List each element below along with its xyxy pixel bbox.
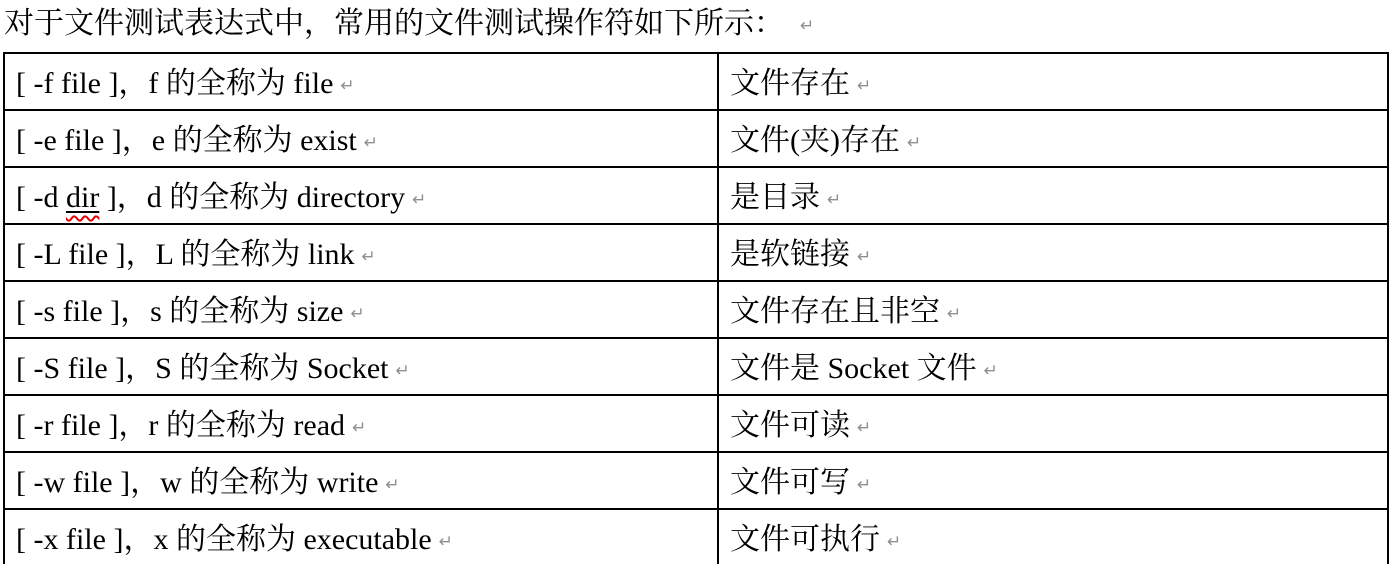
table-row bbox=[4, 167, 1388, 224]
table-row bbox=[4, 224, 1388, 281]
paragraph-mark-icon: ↵ bbox=[340, 76, 355, 96]
paragraph-mark-icon: ↵ bbox=[395, 361, 410, 381]
paragraph-mark-icon: ↵ bbox=[857, 247, 872, 267]
operator-text: [ -r file ]，r 的全称为 read bbox=[16, 409, 346, 442]
operator-cell bbox=[4, 53, 718, 110]
operator-text: [ -L file ]，L 的全称为 link bbox=[16, 238, 355, 271]
operator-text: [ -e file ]，e 的全称为 exist bbox=[16, 124, 357, 157]
operator-text: ]，d 的全称为 directory bbox=[99, 181, 406, 214]
operator-text: [ -w file ]，w 的全称为 write bbox=[16, 466, 379, 499]
description-cell bbox=[718, 53, 1388, 110]
description-text: 是目录 bbox=[730, 181, 820, 214]
paragraph-mark-icon: ↵ bbox=[857, 76, 872, 96]
paragraph-mark-icon: ↵ bbox=[906, 133, 922, 153]
description-text: 文件是 Socket 文件 bbox=[730, 352, 977, 385]
operator-text: [ -S file ]，S 的全称为 Socket bbox=[16, 352, 389, 385]
operator-cell bbox=[4, 110, 718, 167]
paragraph-mark-icon: ↵ bbox=[412, 190, 427, 210]
description-cell bbox=[718, 110, 1388, 167]
table-row bbox=[4, 452, 1388, 509]
description-cell bbox=[718, 395, 1388, 452]
paragraph-mark-icon: ↵ bbox=[800, 16, 815, 36]
paragraph-mark-icon: ↵ bbox=[827, 190, 842, 210]
operator-cell bbox=[4, 167, 718, 224]
paragraph-mark-icon: ↵ bbox=[352, 418, 367, 438]
operator-cell bbox=[4, 509, 718, 564]
description-cell bbox=[718, 452, 1388, 509]
table-row bbox=[4, 509, 1388, 564]
paragraph-mark-icon: ↵ bbox=[857, 418, 872, 438]
description-text: 文件(夹)存在 bbox=[730, 124, 900, 157]
paragraph-mark-icon: ↵ bbox=[947, 304, 962, 324]
table-row bbox=[4, 110, 1388, 167]
operator-cell bbox=[4, 281, 718, 338]
table-row bbox=[4, 395, 1388, 452]
table-row bbox=[4, 281, 1388, 338]
operator-text: [ -f file ]，f 的全称为 file bbox=[16, 67, 334, 100]
description-text: 文件可执行 bbox=[730, 523, 880, 556]
description-cell bbox=[718, 509, 1388, 564]
paragraph-mark-icon: ↵ bbox=[438, 532, 453, 552]
paragraph-mark-icon: ↵ bbox=[361, 247, 376, 267]
paragraph-mark-icon: ↵ bbox=[857, 475, 872, 495]
operator-cell bbox=[4, 338, 718, 395]
document-heading bbox=[0, 0, 1393, 43]
paragraph-mark-icon: ↵ bbox=[983, 361, 998, 381]
description-text: 文件存在且非空 bbox=[730, 295, 940, 328]
operator-cell bbox=[4, 224, 718, 281]
description-text: 文件可写 bbox=[730, 466, 850, 499]
description-text: 文件可读 bbox=[730, 409, 850, 442]
description-text: 是软链接 bbox=[730, 238, 850, 271]
operator-text: [ -d bbox=[16, 181, 66, 214]
table-row bbox=[4, 53, 1388, 110]
misspelled-word: dir bbox=[65, 181, 100, 214]
operator-cell bbox=[4, 395, 718, 452]
paragraph-mark-icon: ↵ bbox=[887, 532, 902, 552]
paragraph-mark-icon: ↵ bbox=[385, 475, 400, 495]
paragraph-mark-icon: ↵ bbox=[363, 133, 378, 153]
operator-cell bbox=[4, 452, 718, 509]
operator-text: [ -x file ]，x 的全称为 executable bbox=[16, 523, 432, 556]
description-cell bbox=[718, 338, 1388, 395]
operator-text: [ -s file ]，s 的全称为 size bbox=[16, 295, 344, 328]
file-test-operators-table bbox=[3, 52, 1389, 564]
description-cell bbox=[718, 281, 1388, 338]
paragraph-mark-icon: ↵ bbox=[350, 304, 365, 324]
description-text: 文件存在 bbox=[730, 67, 850, 100]
heading-text: 对于文件测试表达式中，常用的文件测试操作符如下所示： bbox=[4, 7, 784, 40]
table-row bbox=[4, 338, 1388, 395]
description-cell bbox=[718, 224, 1388, 281]
description-cell bbox=[718, 167, 1388, 224]
